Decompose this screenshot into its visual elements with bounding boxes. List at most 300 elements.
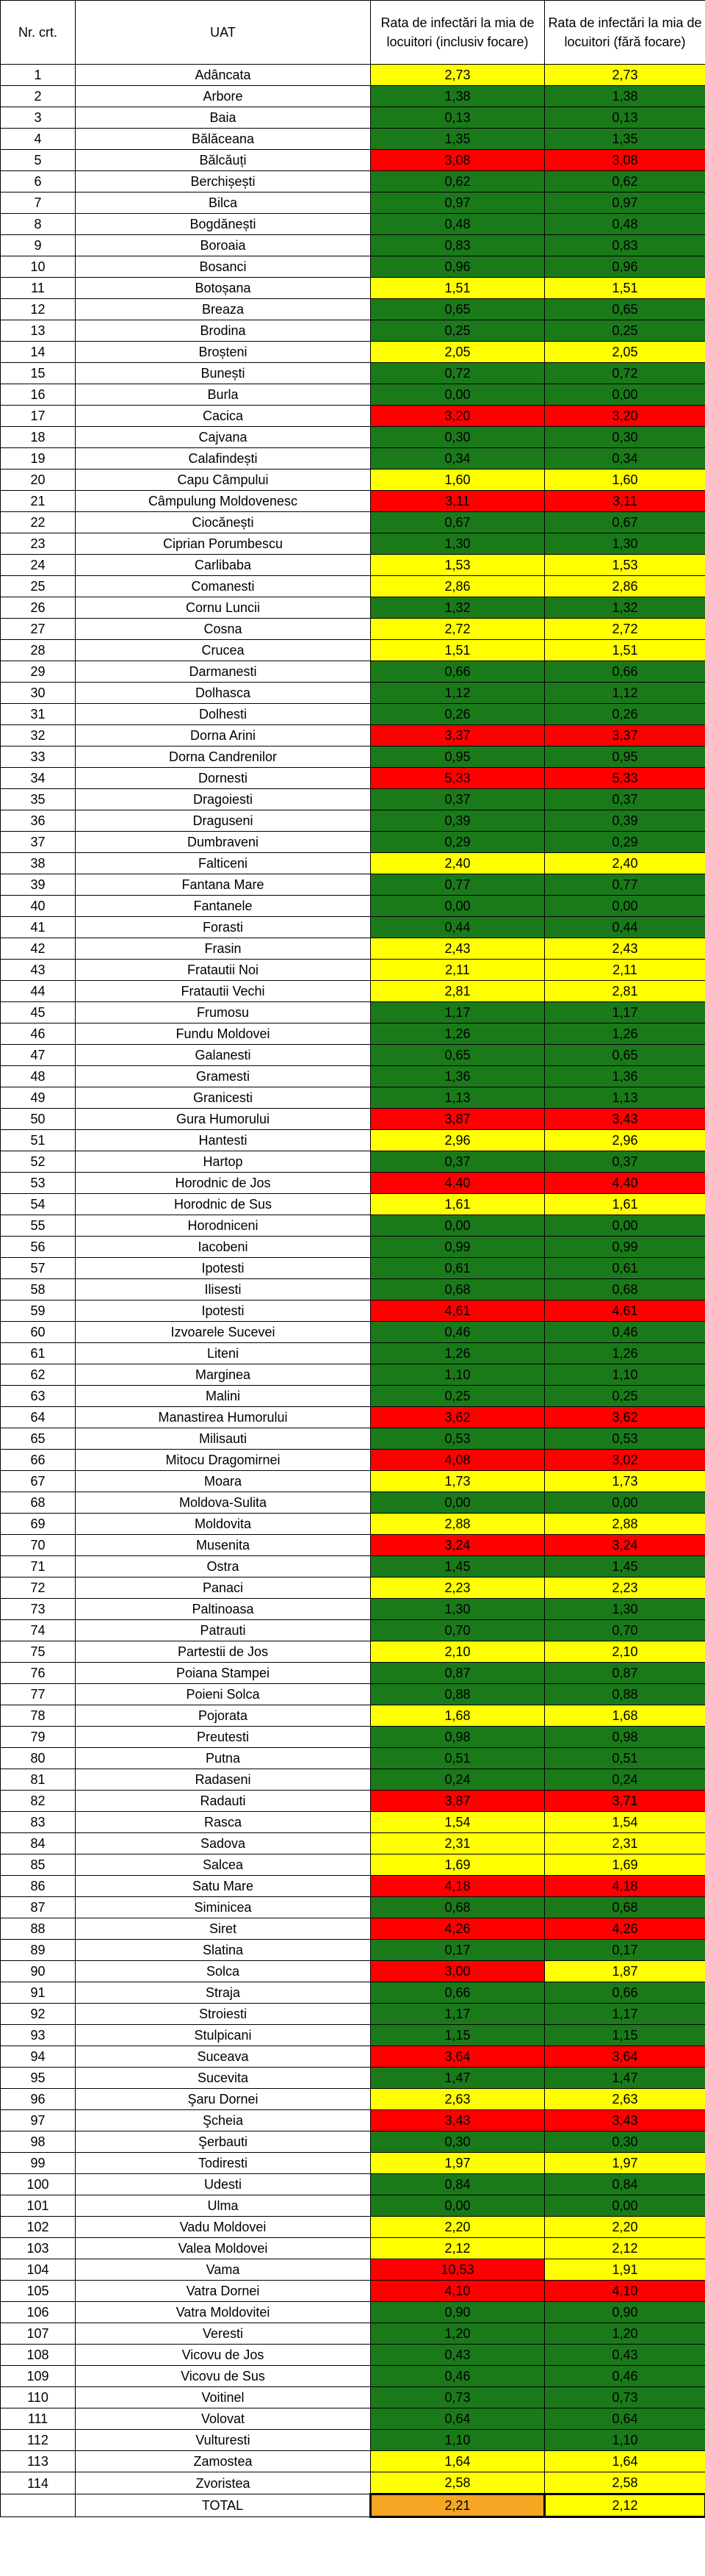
row-nr: 2 — [1, 86, 76, 107]
row-nr: 111 — [1, 2408, 76, 2430]
row-nr: 46 — [1, 1023, 76, 1045]
table-row — [1, 576, 705, 597]
table-row — [1, 1535, 705, 1556]
row-nr: 86 — [1, 1876, 76, 1897]
row-uat: Boroaia — [76, 235, 371, 256]
row-rate-excl: 0,00 — [545, 384, 705, 406]
total-row — [1, 2494, 705, 2517]
table-row — [1, 2025, 705, 2046]
row-rate-excl: 0,39 — [545, 810, 705, 832]
table-row — [1, 1577, 705, 1599]
row-rate-excl: 0,34 — [545, 448, 705, 469]
row-rate-excl: 3,43 — [545, 1109, 705, 1130]
row-nr: 105 — [1, 2281, 76, 2302]
table-row — [1, 2131, 705, 2153]
table-row — [1, 2259, 705, 2281]
row-rate-excl: 1,32 — [545, 597, 705, 619]
row-rate-excl: 0,90 — [545, 2302, 705, 2323]
row-rate-excl: 1,10 — [545, 1364, 705, 1386]
table-row — [1, 1023, 705, 1045]
row-nr: 96 — [1, 2089, 76, 2110]
row-nr: 67 — [1, 1471, 76, 1492]
row-rate-excl: 0,48 — [545, 214, 705, 235]
row-rate-incl: 1,17 — [371, 2004, 545, 2025]
row-rate-incl: 0,98 — [371, 1727, 545, 1748]
table-row — [1, 1194, 705, 1215]
row-rate-incl: 0,83 — [371, 235, 545, 256]
table-row — [1, 65, 705, 86]
row-rate-incl: 1,69 — [371, 1854, 545, 1876]
row-rate-incl: 0,66 — [371, 1982, 545, 2004]
row-nr: 72 — [1, 1577, 76, 1599]
row-rate-incl: 1,20 — [371, 2323, 545, 2345]
row-rate-excl: 1,61 — [545, 1194, 705, 1215]
row-rate-excl: 0,44 — [545, 917, 705, 938]
table-row — [1, 2089, 705, 2110]
table-row — [1, 129, 705, 150]
row-rate-incl: 4,26 — [371, 1918, 545, 1940]
row-uat: Vulturesti — [76, 2430, 371, 2451]
row-uat: Udesti — [76, 2174, 371, 2195]
row-rate-excl: 0,46 — [545, 1322, 705, 1343]
row-uat: Siminicea — [76, 1897, 371, 1918]
row-uat: Ostra — [76, 1556, 371, 1577]
table-row — [1, 193, 705, 214]
row-uat: Rasca — [76, 1812, 371, 1833]
row-rate-excl: 1,17 — [545, 1002, 705, 1023]
table-row — [1, 2430, 705, 2451]
row-nr: 76 — [1, 1663, 76, 1684]
row-rate-excl: 0,88 — [545, 1684, 705, 1705]
row-nr: 12 — [1, 299, 76, 320]
row-rate-excl: 2,31 — [545, 1833, 705, 1854]
row-uat: Horodniceni — [76, 1215, 371, 1237]
table-row — [1, 1322, 705, 1343]
row-rate-incl: 2,05 — [371, 342, 545, 363]
row-uat: Manastirea Humorului — [76, 1407, 371, 1428]
row-rate-excl: 5,33 — [545, 768, 705, 789]
row-rate-incl: 5,33 — [371, 768, 545, 789]
table-row — [1, 2004, 705, 2025]
table-row — [1, 1514, 705, 1535]
row-nr: 15 — [1, 363, 76, 384]
table-row — [1, 171, 705, 193]
row-uat: Draguseni — [76, 810, 371, 832]
row-rate-incl: 1,13 — [371, 1087, 545, 1109]
table-row — [1, 1769, 705, 1791]
row-rate-incl: 0,00 — [371, 2195, 545, 2217]
row-rate-incl: 0,97 — [371, 193, 545, 214]
row-rate-incl: 0,87 — [371, 1663, 545, 1684]
row-rate-excl: 2,73 — [545, 65, 705, 86]
row-nr: 23 — [1, 533, 76, 555]
table-row — [1, 1897, 705, 1918]
row-uat: Vatra Moldovitei — [76, 2302, 371, 2323]
row-rate-incl: 0,65 — [371, 299, 545, 320]
row-rate-excl: 0,83 — [545, 235, 705, 256]
table-row — [1, 1258, 705, 1279]
row-nr: 83 — [1, 1812, 76, 1833]
row-uat: Dumbraveni — [76, 832, 371, 853]
row-uat: Dorna Arini — [76, 725, 371, 746]
row-nr: 42 — [1, 938, 76, 960]
row-rate-incl: 0,26 — [371, 704, 545, 725]
row-nr: 19 — [1, 448, 76, 469]
row-uat: Sucevita — [76, 2068, 371, 2089]
table-row — [1, 2345, 705, 2366]
row-rate-excl: 1,69 — [545, 1854, 705, 1876]
row-uat: Zamostea — [76, 2451, 371, 2472]
row-nr: 32 — [1, 725, 76, 746]
row-rate-incl: 0,96 — [371, 256, 545, 278]
row-rate-excl: 0,84 — [545, 2174, 705, 2195]
row-rate-incl: 2,86 — [371, 576, 545, 597]
table-row — [1, 406, 705, 427]
row-nr: 6 — [1, 171, 76, 193]
row-uat: Vicovu de Jos — [76, 2345, 371, 2366]
row-uat: Fundu Moldovei — [76, 1023, 371, 1045]
row-rate-incl: 1,51 — [371, 640, 545, 661]
row-rate-incl: 1,17 — [371, 1002, 545, 1023]
row-rate-excl: 1,51 — [545, 640, 705, 661]
row-nr: 13 — [1, 320, 76, 342]
row-nr: 7 — [1, 193, 76, 214]
table-row — [1, 1876, 705, 1897]
row-rate-excl: 0,17 — [545, 1940, 705, 1961]
table-row — [1, 1663, 705, 1684]
row-uat: Şaru Dornei — [76, 2089, 371, 2110]
row-uat: Ilisesti — [76, 1279, 371, 1300]
row-rate-incl: 1,10 — [371, 1364, 545, 1386]
row-uat: Botoșana — [76, 278, 371, 299]
table-row — [1, 746, 705, 768]
row-uat: Valea Moldovei — [76, 2238, 371, 2259]
row-rate-excl: 0,24 — [545, 1769, 705, 1791]
row-uat: Fantana Mare — [76, 874, 371, 896]
table-row — [1, 1109, 705, 1130]
row-uat: Stulpicani — [76, 2025, 371, 2046]
row-rate-excl: 1,68 — [545, 1705, 705, 1727]
row-nr: 35 — [1, 789, 76, 810]
table-row — [1, 1684, 705, 1705]
row-nr: 88 — [1, 1918, 76, 1940]
row-uat: Poieni Solca — [76, 1684, 371, 1705]
row-uat: Bălcăuți — [76, 150, 371, 171]
table-row — [1, 1066, 705, 1087]
row-uat: Dorna Candrenilor — [76, 746, 371, 768]
row-nr: 89 — [1, 1940, 76, 1961]
row-uat: Hantesti — [76, 1130, 371, 1151]
row-rate-incl: 0,70 — [371, 1620, 545, 1641]
row-rate-incl: 0,30 — [371, 2131, 545, 2153]
row-rate-incl: 0,25 — [371, 1386, 545, 1407]
row-rate-excl: 2,88 — [545, 1514, 705, 1535]
row-uat: Cacica — [76, 406, 371, 427]
row-nr: 73 — [1, 1599, 76, 1620]
row-rate-incl: 3,20 — [371, 406, 545, 427]
row-rate-excl: 2,20 — [545, 2217, 705, 2238]
table-row — [1, 1705, 705, 1727]
row-uat: Liteni — [76, 1343, 371, 1364]
row-uat: Ipotesti — [76, 1258, 371, 1279]
row-rate-incl: 0,24 — [371, 1769, 545, 1791]
row-rate-incl: 1,47 — [371, 2068, 545, 2089]
row-uat: Forasti — [76, 917, 371, 938]
table-row — [1, 1641, 705, 1663]
row-uat: Adâncata — [76, 65, 371, 86]
row-nr: 87 — [1, 1897, 76, 1918]
row-uat: Horodnic de Jos — [76, 1173, 371, 1194]
row-rate-incl: 1,64 — [371, 2451, 545, 2472]
row-rate-incl: 2,88 — [371, 1514, 545, 1535]
table-row — [1, 661, 705, 683]
row-nr: 37 — [1, 832, 76, 853]
row-uat: Calafindești — [76, 448, 371, 469]
table-row — [1, 533, 705, 555]
table-row — [1, 1982, 705, 2004]
row-rate-excl: 2,43 — [545, 938, 705, 960]
row-rate-incl: 0,48 — [371, 214, 545, 235]
row-rate-incl: 1,38 — [371, 86, 545, 107]
total-nr — [1, 2494, 76, 2517]
row-uat: Solca — [76, 1961, 371, 1982]
row-uat: Zvoristea — [76, 2472, 371, 2494]
row-uat: Patrauti — [76, 1620, 371, 1641]
row-uat: Bunești — [76, 363, 371, 384]
row-nr: 59 — [1, 1300, 76, 1322]
table-row — [1, 1450, 705, 1471]
row-rate-incl: 3,00 — [371, 1961, 545, 1982]
row-nr: 50 — [1, 1109, 76, 1130]
row-uat: Fratautii Noi — [76, 960, 371, 981]
row-uat: Todiresti — [76, 2153, 371, 2174]
row-rate-excl: 1,17 — [545, 2004, 705, 2025]
table-header-row — [1, 1, 705, 65]
row-uat: Gramesti — [76, 1066, 371, 1087]
row-rate-incl: 0,72 — [371, 363, 545, 384]
table-row — [1, 384, 705, 406]
table-row — [1, 2281, 705, 2302]
row-nr: 82 — [1, 1791, 76, 1812]
row-rate-excl: 1,26 — [545, 1343, 705, 1364]
total-rate-excl: 2,12 — [545, 2494, 705, 2517]
row-nr: 18 — [1, 427, 76, 448]
table-row — [1, 853, 705, 874]
table-row — [1, 810, 705, 832]
table-row — [1, 427, 705, 448]
row-rate-excl: 0,43 — [545, 2345, 705, 2366]
row-rate-incl: 2,20 — [371, 2217, 545, 2238]
row-rate-excl: 0,25 — [545, 320, 705, 342]
row-nr: 79 — [1, 1727, 76, 1748]
row-rate-excl: 3,62 — [545, 1407, 705, 1428]
row-uat: Capu Câmpului — [76, 469, 371, 491]
row-uat: Slatina — [76, 1940, 371, 1961]
table-row — [1, 2153, 705, 2174]
row-rate-incl: 0,17 — [371, 1940, 545, 1961]
row-nr: 22 — [1, 512, 76, 533]
row-uat: Paltinoasa — [76, 1599, 371, 1620]
table-row — [1, 1151, 705, 1173]
table-row — [1, 2408, 705, 2430]
row-uat: Bosanci — [76, 256, 371, 278]
table-row — [1, 469, 705, 491]
row-rate-excl: 2,23 — [545, 1577, 705, 1599]
row-nr: 98 — [1, 2131, 76, 2153]
row-uat: Radauti — [76, 1791, 371, 1812]
row-rate-incl: 0,37 — [371, 789, 545, 810]
table-row — [1, 640, 705, 661]
row-rate-incl: 0,00 — [371, 896, 545, 917]
row-rate-excl: 2,11 — [545, 960, 705, 981]
row-rate-incl: 0,84 — [371, 2174, 545, 2195]
row-uat: Darmanesti — [76, 661, 371, 683]
row-uat: Horodnic de Sus — [76, 1194, 371, 1215]
row-rate-incl: 1,73 — [371, 1471, 545, 1492]
row-uat: Dornesti — [76, 768, 371, 789]
table-row — [1, 896, 705, 917]
row-uat: Bălăceana — [76, 129, 371, 150]
row-rate-excl: 0,62 — [545, 171, 705, 193]
row-rate-excl: 1,26 — [545, 1023, 705, 1045]
table-row — [1, 2046, 705, 2068]
row-nr: 41 — [1, 917, 76, 938]
row-rate-excl: 0,98 — [545, 1727, 705, 1748]
row-rate-excl: 3,64 — [545, 2046, 705, 2068]
row-rate-incl: 3,87 — [371, 1109, 545, 1130]
row-nr: 95 — [1, 2068, 76, 2089]
table-row — [1, 768, 705, 789]
row-rate-incl: 3,11 — [371, 491, 545, 512]
row-rate-excl: 1,45 — [545, 1556, 705, 1577]
row-nr: 63 — [1, 1386, 76, 1407]
table-row — [1, 299, 705, 320]
row-rate-excl: 1,30 — [545, 1599, 705, 1620]
row-rate-excl: 3,20 — [545, 406, 705, 427]
row-uat: Izvoarele Sucevei — [76, 1322, 371, 1343]
row-nr: 33 — [1, 746, 76, 768]
row-nr: 91 — [1, 1982, 76, 2004]
table-row — [1, 832, 705, 853]
row-rate-incl: 0,00 — [371, 384, 545, 406]
row-rate-excl: 4,40 — [545, 1173, 705, 1194]
table-row — [1, 1791, 705, 1812]
row-nr: 85 — [1, 1854, 76, 1876]
table-row — [1, 917, 705, 938]
table-row — [1, 597, 705, 619]
row-rate-excl: 0,65 — [545, 299, 705, 320]
row-rate-excl: 0,99 — [545, 1237, 705, 1258]
row-rate-incl: 2,40 — [371, 853, 545, 874]
row-rate-incl: 4,61 — [371, 1300, 545, 1322]
row-nr: 20 — [1, 469, 76, 491]
row-rate-excl: 2,96 — [545, 1130, 705, 1151]
row-rate-excl: 1,91 — [545, 2259, 705, 2281]
row-nr: 30 — [1, 683, 76, 704]
table-row — [1, 1215, 705, 1237]
row-rate-excl: 2,72 — [545, 619, 705, 640]
row-uat: Carlibaba — [76, 555, 371, 576]
row-nr: 45 — [1, 1002, 76, 1023]
row-rate-excl: 3,11 — [545, 491, 705, 512]
row-rate-excl: 0,68 — [545, 1897, 705, 1918]
table-row — [1, 1620, 705, 1641]
table-row — [1, 1918, 705, 1940]
row-rate-excl: 2,86 — [545, 576, 705, 597]
row-uat: Iacobeni — [76, 1237, 371, 1258]
row-nr: 49 — [1, 1087, 76, 1109]
row-uat: Partestii de Jos — [76, 1641, 371, 1663]
row-rate-excl: 0,95 — [545, 746, 705, 768]
row-rate-incl: 1,26 — [371, 1023, 545, 1045]
row-rate-excl: 0,66 — [545, 1982, 705, 2004]
table-row — [1, 1002, 705, 1023]
row-uat: Moara — [76, 1471, 371, 1492]
table-row — [1, 960, 705, 981]
row-nr: 100 — [1, 2174, 76, 2195]
row-nr: 64 — [1, 1407, 76, 1428]
row-rate-excl: 1,87 — [545, 1961, 705, 1982]
table-row — [1, 214, 705, 235]
row-nr: 75 — [1, 1641, 76, 1663]
row-rate-excl: 1,51 — [545, 278, 705, 299]
table-row — [1, 1492, 705, 1514]
row-uat: Galanesti — [76, 1045, 371, 1066]
table-row — [1, 2387, 705, 2408]
header-uat: UAT — [76, 1, 371, 65]
row-rate-excl: 1,97 — [545, 2153, 705, 2174]
row-rate-incl: 0,68 — [371, 1897, 545, 1918]
row-uat: Stroiesti — [76, 2004, 371, 2025]
row-rate-incl: 0,95 — [371, 746, 545, 768]
row-nr: 1 — [1, 65, 76, 86]
row-rate-incl: 0,43 — [371, 2345, 545, 2366]
row-rate-excl: 0,37 — [545, 789, 705, 810]
row-nr: 5 — [1, 150, 76, 171]
row-nr: 24 — [1, 555, 76, 576]
row-rate-incl: 1,10 — [371, 2430, 545, 2451]
row-nr: 34 — [1, 768, 76, 789]
row-rate-excl: 0,67 — [545, 512, 705, 533]
row-nr: 113 — [1, 2451, 76, 2472]
row-nr: 17 — [1, 406, 76, 427]
row-rate-incl: 1,60 — [371, 469, 545, 491]
row-rate-incl: 1,61 — [371, 1194, 545, 1215]
row-uat: Moldovita — [76, 1514, 371, 1535]
row-uat: Panaci — [76, 1577, 371, 1599]
row-uat: Fratautii Vechi — [76, 981, 371, 1002]
row-rate-incl: 0,44 — [371, 917, 545, 938]
row-uat: Ciocănești — [76, 512, 371, 533]
row-rate-excl: 4,61 — [545, 1300, 705, 1322]
row-uat: Ipotesti — [76, 1300, 371, 1322]
table-row — [1, 683, 705, 704]
row-rate-incl: 0,13 — [371, 107, 545, 129]
row-rate-excl: 1,20 — [545, 2323, 705, 2345]
row-nr: 62 — [1, 1364, 76, 1386]
table-row — [1, 1833, 705, 1854]
row-nr: 112 — [1, 2430, 76, 2451]
row-rate-incl: 0,51 — [371, 1748, 545, 1769]
row-rate-incl: 0,67 — [371, 512, 545, 533]
table-row — [1, 256, 705, 278]
row-nr: 103 — [1, 2238, 76, 2259]
table-row — [1, 1748, 705, 1769]
row-rate-incl: 0,46 — [371, 2366, 545, 2387]
row-nr: 54 — [1, 1194, 76, 1215]
row-rate-incl: 0,30 — [371, 427, 545, 448]
row-nr: 58 — [1, 1279, 76, 1300]
